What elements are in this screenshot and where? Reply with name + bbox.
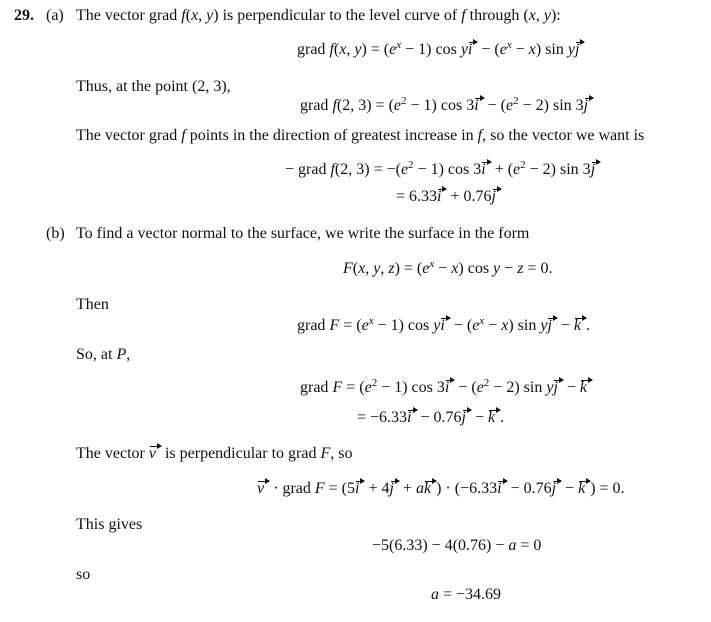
part-a-eq3: − grad f(2, $3) = -(e^2 - 1)$ $\cos 3i + (e^2 - 2)$ sin 3j — [285, 159, 596, 178]
part-b-so: so — [76, 566, 91, 583]
part-a-eq1: grad f(x, $y) = (e^x - 1)$ cos yi − $(e^x - x)$ sin yj — [297, 39, 580, 58]
part-b-eq5: v · grad F = (5i + 4j + ak ) · (−6.33i − 0.76j − k ) = 0. — [257, 480, 625, 497]
part-b-then: Then — [76, 296, 109, 313]
part-a-direction: The vector grad f points in the direction of greatest increase in f, so the vector we want is — [76, 127, 645, 144]
part-b-label: (b) — [46, 225, 65, 242]
part-b-eq1: F(x, y, $z) = (e^x - x)$ cos y − z = 0. — [343, 258, 553, 277]
part-b-eq6: −5(6.33) − 4(0.76) − a = 0 — [372, 537, 542, 554]
part-a-label: (a) — [46, 7, 64, 24]
part-b-intro: To find a vector normal to the surface, we write the surface in the form — [76, 225, 530, 242]
part-b-eq3: grad $F = (e^2 - 1)$ $\cos 3i - (e^2 - 2)$ sin yj − k — [300, 377, 588, 396]
part-a-thus: Thus, at the point (2, 3), — [76, 78, 231, 95]
part-b-eq7: a = −34.69 — [431, 586, 502, 603]
part-a-eq2: grad f(2, $3) = (e^2 - 1)$ $\cos 3i - (e^2 - 2)$ sin 3j — [300, 95, 589, 114]
part-b-gives: This gives — [76, 516, 143, 533]
part-b-perp: The vector v is perpendicular to grad F, so — [76, 445, 353, 462]
part-b-so-at: So, at P, — [76, 346, 131, 363]
part-a-intro: The vector grad f(x, y) is perpendicular to the level curve of f through (x, y): — [76, 7, 561, 24]
problem-number: 29. — [14, 7, 34, 24]
part-a-eq4: = 6.33i + 0.76j — [396, 188, 496, 205]
part-b-eq2: grad $F = (e^x - 1)$ cos yi − $(e^x - x)$ sin yj − k . — [297, 315, 591, 334]
part-b-eq4: = −6.33i − 0.76j − k . — [357, 409, 505, 426]
